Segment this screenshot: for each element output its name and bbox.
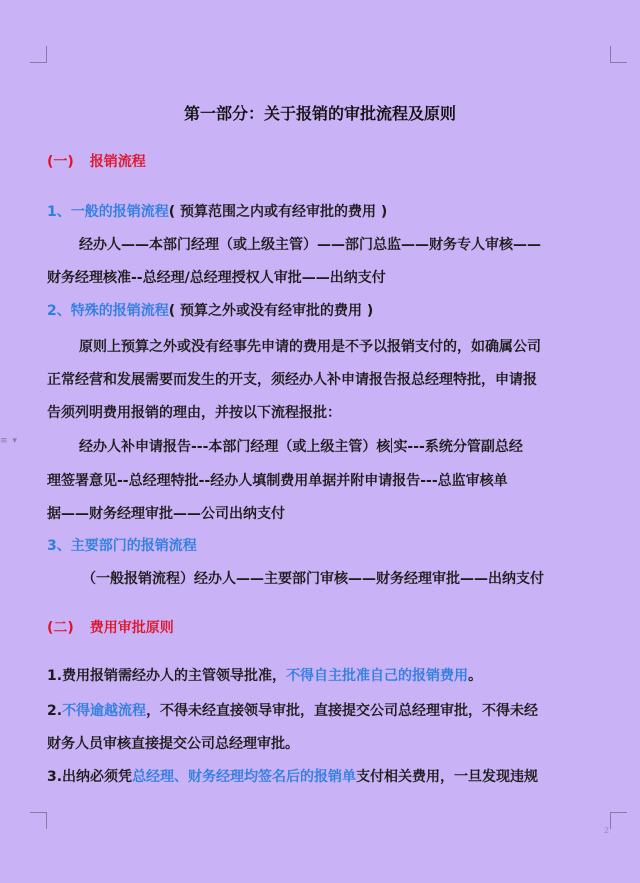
section-heading-1	[47, 152, 146, 172]
paragraph-line: 正常经营和发展需要而发生的开支，须经办人补申请报告报总经理特批，申请报	[47, 372, 537, 388]
page-corner-mark-bottom-right	[610, 812, 627, 829]
page-corner-mark-top-right	[610, 46, 627, 63]
text-run: ，不得未经直接领导审批，直接提交公司总经理审批，不得未经	[146, 703, 539, 719]
paragraph-line	[79, 437, 523, 457]
text-run: 经办人补申请报告---本部门经理（或上级主管）核	[79, 439, 391, 455]
page-number: 2	[604, 826, 610, 835]
rule-item-3	[47, 767, 538, 787]
paragraph-line: 财务经理核准--总经理/总经理授权人审批——出纳支付	[47, 270, 386, 286]
paragraph-line: 经办人——本部门经理（或上级主管）——部门总监——财务专人审核——	[79, 237, 541, 253]
margin-list-icon[interactable]: ≡ ▾	[0, 436, 18, 446]
text-run: 。	[468, 668, 483, 684]
section-label: 报销流程	[89, 154, 146, 170]
subsection-title: 2、特殊的报销流程	[47, 303, 169, 319]
text-run: 1.费用报销需经办人的主管领导批准，	[47, 668, 287, 684]
page-title: 第一部分：关于报销的审批流程及原则	[183, 104, 456, 123]
rule-item-2	[47, 701, 538, 721]
subsection-heading-2	[47, 301, 373, 321]
paragraph-line: 据——财务经理审批——公司出纳支付	[47, 506, 285, 522]
subsection-heading-1	[47, 202, 387, 222]
highlighted-text: 不得逾越流程	[62, 703, 147, 719]
text-run: 2.	[47, 703, 63, 719]
section-label: 费用审批原则	[89, 620, 174, 636]
paragraph-line: 原则上预算之外或没有经事先申请的费用是不予以报销支付的，如确属公司	[79, 339, 541, 355]
highlighted-text: 不得自主批准自己的报销费用	[286, 668, 469, 684]
section-number: (二)	[47, 620, 74, 636]
subsection-heading-3: 3、主要部门的报销流程	[47, 538, 197, 554]
page-corner-mark-bottom-left	[30, 812, 47, 829]
rule-item-1	[47, 666, 482, 686]
paragraph-line: 财务人员审核直接提交公司总经理审批。	[47, 736, 299, 752]
text-run: 3.出纳必须凭	[47, 769, 133, 785]
paragraph-line: 理签署意见--总经理特批--经办人填制费用单据并附申请报告---总监审核单	[47, 473, 508, 489]
page-corner-mark-top-left	[30, 46, 47, 63]
text-run: 实---系统分管副总经	[393, 439, 523, 455]
section-number: (一)	[47, 154, 74, 170]
subsection-title: 1、一般的报销流程	[47, 204, 169, 220]
subsection-note: ( 预算之外或没有经审批的费用 )	[168, 303, 374, 319]
section-heading-2	[47, 618, 174, 638]
highlighted-text: 总经理、财务经理均签名后的报销单	[132, 769, 357, 785]
paragraph-line: 告须列明费用报销的理由，并按以下流程报批：	[47, 405, 341, 421]
subsection-note: ( 预算范围之内或有经审批的费用 )	[168, 204, 388, 220]
text-run: 支付相关费用，一旦发现违规	[356, 769, 539, 785]
paragraph-line: （一般报销流程）经办人——主要部门审核——财务经理审批——出纳支付	[82, 571, 544, 587]
